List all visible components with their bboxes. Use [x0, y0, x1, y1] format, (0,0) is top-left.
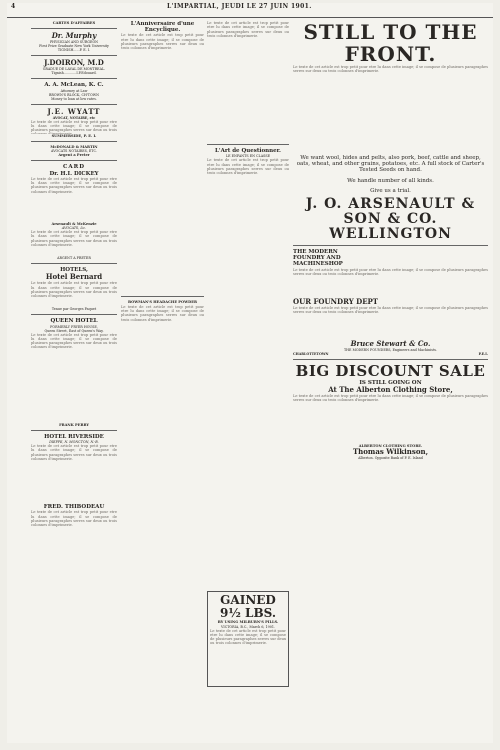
- bruce-province: P.E.I.: [478, 351, 488, 356]
- milburn-line: BY USING MILBURN'S PILLS.: [217, 620, 279, 625]
- wyatt-text: Le texte de cet article est trop petit pour etre lu dans cette image; il se compose de plusieurs paragraphes serres sur deux ou trois: [31, 119, 117, 133]
- newspaper-page: [7, 3, 493, 743]
- arsenault-banner: [293, 197, 488, 242]
- trial-notice: Give us a trial.: [370, 187, 411, 194]
- queen-text: Le texte de cet article est trop petit pour etre lu dans cette image; il se compose de plusieurs paragraphes serres sur deux ou trois colonnes d'imprimerie.: [31, 332, 117, 350]
- questionner-headline: L'Art de Questionner.: [215, 148, 281, 154]
- discount-text: Le texte de cet article est trop petit pour etre lu dans cette image; il se compose de plusieurs paragraphes serres sur deux ou trois colonnes d'imprimerie.: [293, 393, 488, 403]
- machineshop-heading: MACHINESHOP: [293, 261, 343, 268]
- going-on: IS STILL GOING ON: [359, 379, 422, 386]
- murphy-place: TIGNISH......P. E. I.: [57, 48, 91, 53]
- foundry-text: Le texte de cet article est trop petit pour etre lu dans cette image; il se compose de plusieurs paragraphes serres sur deux ou trois colonnes d'imprimerie.: [293, 305, 488, 314]
- doiron-name: J.DOIRON, M.D: [44, 58, 104, 68]
- riverside-text: Le texte de cet article est trop petit pour etre lu dans cette image; il se compose de plusieurs paragraphes serres sur deux ou trois colonnes d'imprimerie.: [31, 444, 117, 461]
- store-name: ALBERTON CLOTHING STORE.: [358, 443, 423, 448]
- modern-heading: THE MODERN: [293, 249, 338, 256]
- queen-sub: FORMERLY FRYER HOUSE,: [50, 324, 98, 329]
- bruce-city: CHARLOTTETOWN: [293, 351, 329, 356]
- alberton-store: At The Alberton Clothing Store,: [328, 384, 453, 394]
- foundry-heading: FOUNDRY AND: [293, 255, 341, 262]
- bernard-name: Hotel Bernard: [45, 272, 103, 282]
- queen-addr: Queen Street, East of Queen's Way.: [44, 328, 104, 333]
- column-business-cards: [31, 21, 117, 550]
- encyclique-text-2: Le texte de cet article est trop petit pour etre lu dans cette image; il se compose de plusieurs paragraphes serres sur deux ou trois colonnes d'imprimerie.: [121, 304, 204, 322]
- milburn-ad: [207, 591, 289, 686]
- wool-notice: We want wool, hides and pelts, also pork, beef, cattle and sheep, oats, wheat, and other grains, potatoes, etc. A full stock of Carter's Tested Seeds on hand.: [296, 155, 485, 174]
- discount-sale-title: BIG DISCOUNT SALE: [295, 361, 486, 380]
- mcdonald-details: AVOCATS NOTAIRES, ETC.: [51, 149, 97, 154]
- queen-name: QUEEN HOTEL: [50, 318, 98, 325]
- gained-amount: 9½ LBS.: [219, 606, 277, 621]
- summerside: SUMMERSIDE, P. E. I.: [51, 133, 97, 138]
- riverside-text-2: Le texte de cet article est trop petit pour etre lu dans cette image; il se compose de plusieurs paragraphes serres sur deux ou trois colonnes d'imprimerie.: [31, 510, 117, 528]
- masthead-title: L'IMPARTIAL, JEUDI LE 27 JUIN 1901.: [167, 3, 312, 10]
- col3-top-text: Le texte de cet article est trop petit pour etre lu dans cette image; il se compose de plusieurs paragraphes serres sur deux ou trois colonnes d'imprimerie.: [207, 21, 289, 38]
- encyclique-text: Le texte de cet article est trop petit pour etre lu dans cette image; il se compose de plusieurs paragraphes serres sur deux ou trois colonnes d'imprimerie.: [121, 33, 204, 51]
- dickey-text: Le texte de cet article est trop petit pour etre lu dans cette image; il se compose de plusieurs paragraphes serres sur deux ou trois colonnes d'imprimerie.: [31, 176, 117, 194]
- thibodeau-name: FRED. THIBODEAU: [43, 504, 105, 510]
- still-to-front-title: STILL TO THE FRONT.: [303, 21, 478, 66]
- bernard-foot: Tenue par Georges Paquet: [51, 307, 97, 312]
- bruce-stewart: Bruce Stewart & Co.: [350, 338, 431, 348]
- column-questionner: [207, 21, 289, 690]
- argent-2: ARGENT A PRETER: [57, 256, 91, 261]
- dickey-name: Dr. H.I. DICKEY: [49, 170, 99, 177]
- arsenault-text: Le texte de cet article est trop petit pour etre lu dans cette image; il se compose de plusieurs paragraphes serres sur deux ou trois colonnes d'imprimerie.: [31, 230, 117, 247]
- wilkinson-name: Thomas Wilkinson,: [352, 447, 429, 457]
- bruce-place: [293, 352, 488, 356]
- riverside-name: HOTEL RIVERSIDE: [44, 433, 104, 440]
- still-text: Le texte de cet article est trop petit pour etre lu dans cette image; il se compose de plusieurs paragraphes serres sur deux ou trois colonnes d'imprimerie.: [293, 65, 488, 74]
- wellington-place: WELLINGTON: [329, 226, 452, 243]
- column-advertisements: [293, 21, 488, 460]
- riverside-sub: DIEPPE, N. MONCTON, N.-B.: [49, 440, 99, 444]
- card-heading: CARD: [63, 164, 85, 171]
- milburn-text: Le texte de cet article est trop petit pour etre lu dans cette image; il se compose de plusieurs paragraphes serres sur deux ou trois colonnes d'imprimerie.: [210, 628, 286, 646]
- mclean-name: A. A. McLean, K. C.: [44, 82, 104, 89]
- cartes-heading: CARTES D'AFFAIRES: [52, 21, 96, 25]
- wyatt-details: AVOCAT, NOTAIRE, etc: [52, 115, 96, 120]
- arsenault-details: AVOCATS, &c.: [61, 226, 87, 231]
- enfants-subhead: LE ENFANTS EN CLASSE: [225, 154, 270, 159]
- murphy-name: Dr. Murphy: [51, 31, 97, 41]
- bruce-sub: THE MODERN FOUNDERS, Engineers and Machinists.: [343, 347, 438, 352]
- murphy-details: PHYSICIAN AND SURGEON First Prize Graduate New York University: [39, 40, 109, 49]
- bowman-headline: BOWMAN'S HEADACHE POWDER: [127, 300, 198, 305]
- gained-word: GAINED: [220, 593, 276, 608]
- mclean-details: Attorney at Law BROWN'S BLOCK, CH'TOWN Money to loan at low rates.: [49, 88, 99, 101]
- handle-notice: We handle number of all kinds.: [347, 177, 434, 184]
- hotels-heading: HOTELS,: [60, 267, 88, 274]
- doiron-details: GRADUE DE LAVAL DE MONTREAL. Tignish............I.P.Edouard.: [42, 67, 106, 76]
- bernard-text: Le texte de cet article est trop petit pour etre lu dans cette image; il se compose de plusieurs paragraphes serres sur deux ou trois colonnes d'imprimerie.: [31, 281, 117, 299]
- foundry-dept-heading: OUR FOUNDRY DEPT: [293, 296, 379, 306]
- milburn-place: VICTORIA, B.C., March 6, 1901.: [221, 624, 275, 629]
- mcdonald-name: McDONALD & MARTIN: [50, 144, 98, 149]
- column-encyclique: [121, 21, 204, 695]
- arsenault-firm-name: J. O. ARSENAULT & SON & CO.: [305, 196, 476, 228]
- page-header: [7, 3, 493, 18]
- wilkinson-sub: Alberton. Opposite Bank of P. E. Island: [358, 456, 423, 461]
- wyatt-name: J.E. WYATT: [47, 106, 101, 116]
- arsenault-firm: Arsenault & McKenzie: [51, 221, 97, 226]
- argent-a-preter: Argent a Preter: [58, 153, 90, 158]
- frank-perry: FRANK PERRY: [59, 422, 89, 427]
- machineshop-text: Le texte de cet article est trop petit pour etre lu dans cette image; il se compose de plusieurs paragraphes serres sur deux ou trois colonnes d'imprimerie.: [293, 267, 488, 276]
- questionner-text: Le texte de cet article est trop petit pour etre lu dans cette image; il se compose de plusieurs paragraphes serres sur deux ou trois colonnes d'imprimerie.: [207, 158, 289, 176]
- page-number: 4: [11, 3, 16, 10]
- encyclique-headline: L'Anniversaire d'une Encyclique.: [130, 21, 195, 34]
